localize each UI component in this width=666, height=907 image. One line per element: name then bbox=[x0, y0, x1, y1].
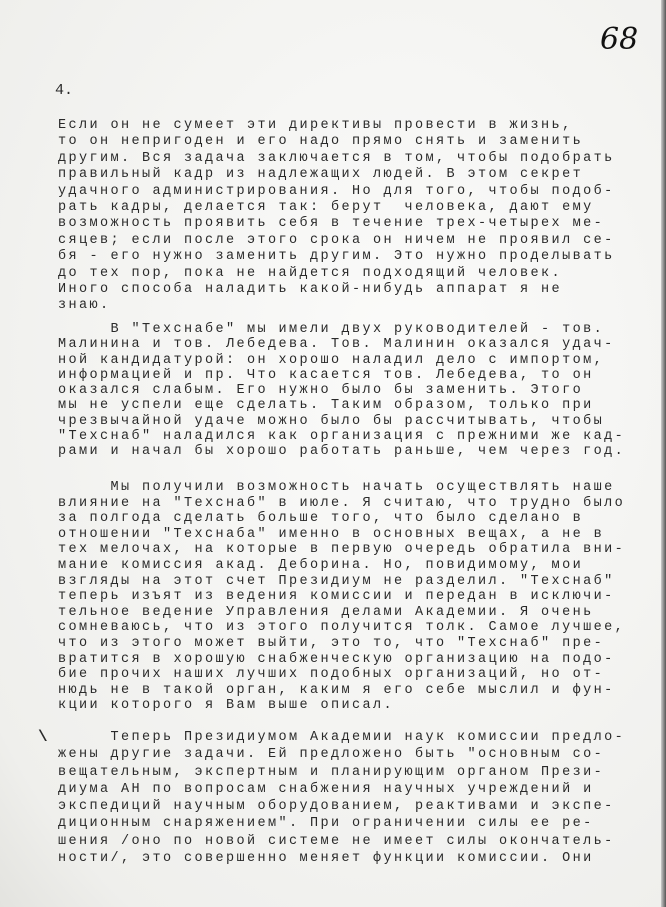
margin-tick-mark: \ bbox=[38, 728, 48, 746]
text-line: удачного администрирования. Но для того, чтобы подоб- bbox=[58, 183, 615, 199]
text-line: влияние на "Техснаб" в июле. Я считаю, что трудно было bbox=[58, 495, 626, 511]
text-line: мание комиссия акад. Деборина. Но, повидимому, мои bbox=[58, 557, 584, 573]
text-line: мы не успели еще сделать. Таким образом, только при bbox=[58, 398, 594, 414]
page-edge-shadow bbox=[661, 0, 666, 907]
text-line: ной кандидатурой: он хорошо наладил дело с импортом, bbox=[58, 352, 605, 368]
text-line: тех мелочах, на которые в первую очередь обратила вни- bbox=[58, 542, 626, 558]
text-line: до тех пор, пока не найдется подходящий человек. bbox=[58, 265, 563, 281]
text-line: экспедиций научным оборудованием, реактивами и экспе- bbox=[58, 799, 615, 815]
text-line: бя - его нужно заменить другим. Это нужно проделывать bbox=[58, 249, 615, 265]
text-line: нюдь не в такой орган, каким я его себе мыслил и фун- bbox=[58, 682, 615, 698]
text-line: рами и начал бы хорошо работать раньше, чем через год. bbox=[58, 444, 626, 460]
text-line: диума АН по вопросам снабжения научных учреждений и bbox=[58, 781, 594, 797]
text-line: Иного способа наладить какой-нибудь аппарат я не bbox=[58, 281, 563, 297]
text-line: оказался слабым. Его нужно было бы заменить. Этого bbox=[58, 383, 584, 399]
text-line: за полгода сделать больше того, что было сделано в bbox=[58, 511, 584, 527]
text-line: В "Техснабе" мы имели двух руководителей - тов. bbox=[58, 322, 605, 337]
text-line: бие прочих наших лучших подобных организаций, но от- bbox=[58, 667, 605, 683]
handwritten-page-number: 68 bbox=[600, 22, 639, 57]
text-line: теперь изъят из ведения комиссии и передан в исключи- bbox=[58, 589, 615, 605]
text-line: Малинина и тов. Лебедева. Тов. Малинин оказался удач- bbox=[58, 337, 615, 353]
text-line: вратится в хорошую снабженческую организацию на подо- bbox=[58, 651, 615, 667]
text-line: диционным снаряжением". При ограничении силы ее ре- bbox=[58, 816, 594, 832]
paragraph-1 bbox=[58, 118, 615, 315]
text-line: "Техснаб" наладился как организация с прежними же кад- bbox=[58, 429, 626, 445]
folio-number: 4. bbox=[55, 82, 74, 99]
paragraph-4 bbox=[58, 729, 625, 867]
text-line: то он непригоден и его надо прямо снять и заменить bbox=[58, 134, 584, 150]
text-line: знаю. bbox=[58, 298, 111, 314]
text-line: сомневаюсь, что из этого получится толк. Самое лучшее, bbox=[58, 620, 626, 636]
text-line: правильный кадр из надлежащих людей. В этом секрет bbox=[58, 167, 584, 183]
text-line: жены другие задачи. Ей предложено быть "основным со- bbox=[58, 747, 605, 763]
text-line: сяцев; если после этого срока он ничем не проявил се- bbox=[58, 232, 615, 248]
text-line: кции которого я Вам выше описал. bbox=[58, 698, 395, 714]
text-line: чрезвычайной удаче можно было бы рассчитывать, чтобы bbox=[58, 413, 605, 429]
text-line: рать кадры, делается так: берут человека, дают ему bbox=[58, 199, 594, 215]
text-line: что из этого может выйти, это то, что "Техснаб" пре- bbox=[58, 635, 605, 651]
text-line: ности/, это совершенно меняет функции комиссии. Они bbox=[58, 851, 594, 867]
text-line: возможность проявить себя в течение трех-четырех ме- bbox=[58, 216, 605, 232]
text-line: Теперь Президиумом Академии наук комиссии предло- bbox=[58, 730, 626, 745]
paragraph-2 bbox=[58, 322, 625, 460]
text-line: взгляды на этот счет Президиум не разделил. "Техснаб" bbox=[58, 573, 615, 589]
paragraph-3 bbox=[58, 480, 625, 714]
text-line: отношении "Техснаба" именно в основных вещах, а не в bbox=[58, 526, 605, 542]
text-line: Мы получили возможность начать осуществлять наше bbox=[58, 480, 615, 495]
text-line: шения /оно по новой системе не имеет силы окончатель- bbox=[58, 833, 615, 849]
text-line: вещательным, экспертным и планирующим органом Прези- bbox=[58, 764, 605, 780]
text-line: тельное ведение Управления делами Академии. Я очень bbox=[58, 604, 594, 620]
text-line: информацией и пр. Что касается тов. Лебедева, то он bbox=[58, 367, 594, 383]
text-line: другим. Вся задача заключается в том, чтобы подобрать bbox=[58, 150, 615, 166]
text-line: Если он не сумеет эти директивы провести в жизнь, bbox=[58, 118, 573, 133]
